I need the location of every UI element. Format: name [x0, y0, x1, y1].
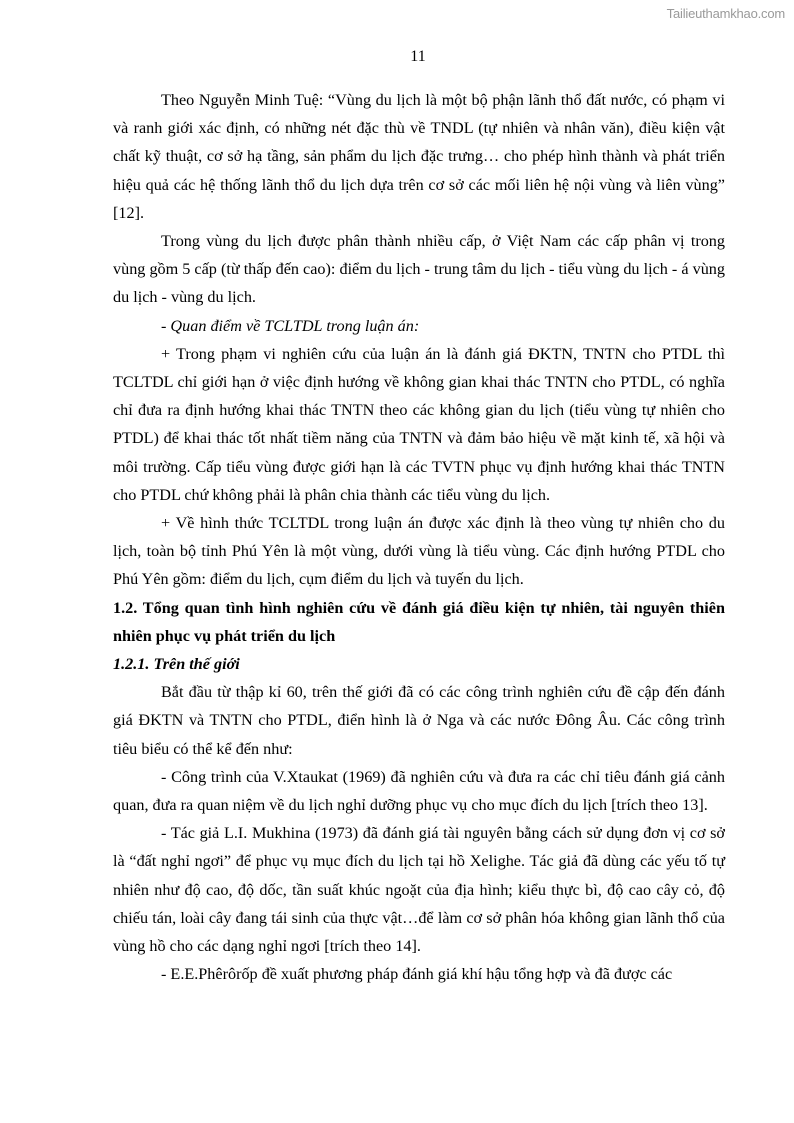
paragraph-form-bullet: + Về hình thức TCLTDL trong luận án được xác định là theo vùng tự nhiên cho du lịch, toàn bộ tỉnh Phú Yên là một vùng, dưới vùng là tiểu vùng. Các định hướng PTDL cho Phú Yên gồm: điểm du lịch, cụm điểm du lịch và tuyến du lịch.	[113, 514, 725, 589]
watermark: Tailieuthamkhao.com	[666, 6, 785, 21]
paragraph-world-research-intro: Bắt đầu từ thập kỉ 60, trên thế giới đã có các công trình nghiên cứu đề cập đến đánh giá ĐKTN và TNTN cho PTDL, điển hình là ở Nga và các nước Đông Âu. Các công trình tiêu biểu có thể kể đến như:	[113, 683, 725, 758]
section-heading-1-2: 1.2. Tổng quan tình hình nghiên cứu về đánh giá điều kiện tự nhiên, tài nguyên thiên nhiên phục vụ phát triển du lịch	[113, 598, 725, 645]
subsection-heading-1-2-1: 1.2.1. Trên thế giới	[113, 655, 240, 674]
paragraph-pherorop: - E.E.Phêrôrốp đề xuất phương pháp đánh giá khí hậu tổng hợp và đã được các	[161, 965, 673, 984]
paragraph-viewpoint-heading: - Quan điểm về TCLTDL trong luận án:	[161, 316, 420, 335]
paragraph-definition-tourism-region: Theo Nguyễn Minh Tuệ: “Vùng du lịch là một bộ phận lãnh thổ đất nước, có phạm vi và ranh giới xác định, có những nét đặc thù về TNDL (tự nhiên và nhân văn), điều kiện vật chất kỹ thuật, cơ sở hạ tầng, sản phẩm du lịch đặc trưng… cho phép hình thành và phát triển hiệu quả các hệ thống lãnh thổ du lịch dựa trên cơ sở các mối liên hệ nội vùng và liên vùng” [12].	[113, 91, 725, 222]
paragraph-mukhina: - Tác giả L.I. Mukhina (1973) đã đánh giá tài nguyên bằng cách sử dụng đơn vị cơ sở là “đất nghỉ ngơi” để phục vụ mục đích du lịch tại hồ Xelighe. Tác giả đã dùng các yếu tố tự nhiên như độ cao, độ dốc, tần suất khúc ngoặt của địa hình; kiểu thực bì, độ cao cây cỏ, độ chiếu tán, loài cây đang tái sinh của thực vật…để làm cơ sở phân hóa không gian lãnh thổ của vùng hồ cho các dạng nghỉ ngơi [trích theo 14].	[113, 824, 725, 956]
paragraph-xtaukat: - Công trình của V.Xtaukat (1969) đã nghiên cứu và đưa ra các chỉ tiêu đánh giá cảnh quan, đưa ra quan niệm về du lịch nghỉ dưỡng phục vụ cho mục đích du lịch [trích theo 13].	[113, 767, 725, 815]
paragraph-scope-bullet: + Trong phạm vi nghiên cứu của luận án là đánh giá ĐKTN, TNTN cho PTDL thì TCLTDL chỉ giới hạn ở việc định hướng về không gian khai thác TNTN cho PTDL, có nghĩa chỉ đưa ra định hướng khai thác TNTN theo các không gian du lịch (tiểu vùng tự nhiên cho PTDL) để khai thác tốt nhất tiềm năng của TNTN và đảm bảo hiệu về mặt kinh tế, xã hội và môi trường. Cấp tiểu vùng được giới hạn là các TVTN phục vụ định hướng khai thác TNTN cho PTDL chứ không phải là phân chia thành các tiểu vùng du lịch.	[113, 344, 725, 504]
paragraph-region-levels: Trong vùng du lịch được phân thành nhiều cấp, ở Việt Nam các cấp phân vị trong vùng gồm 5 cấp (từ thấp đến cao): điểm du lịch - trung tâm du lịch - tiểu vùng du lịch - á vùng du lịch - vùng du lịch.	[113, 232, 725, 307]
page-number: 11	[410, 48, 426, 65]
document-body	[113, 86, 725, 989]
